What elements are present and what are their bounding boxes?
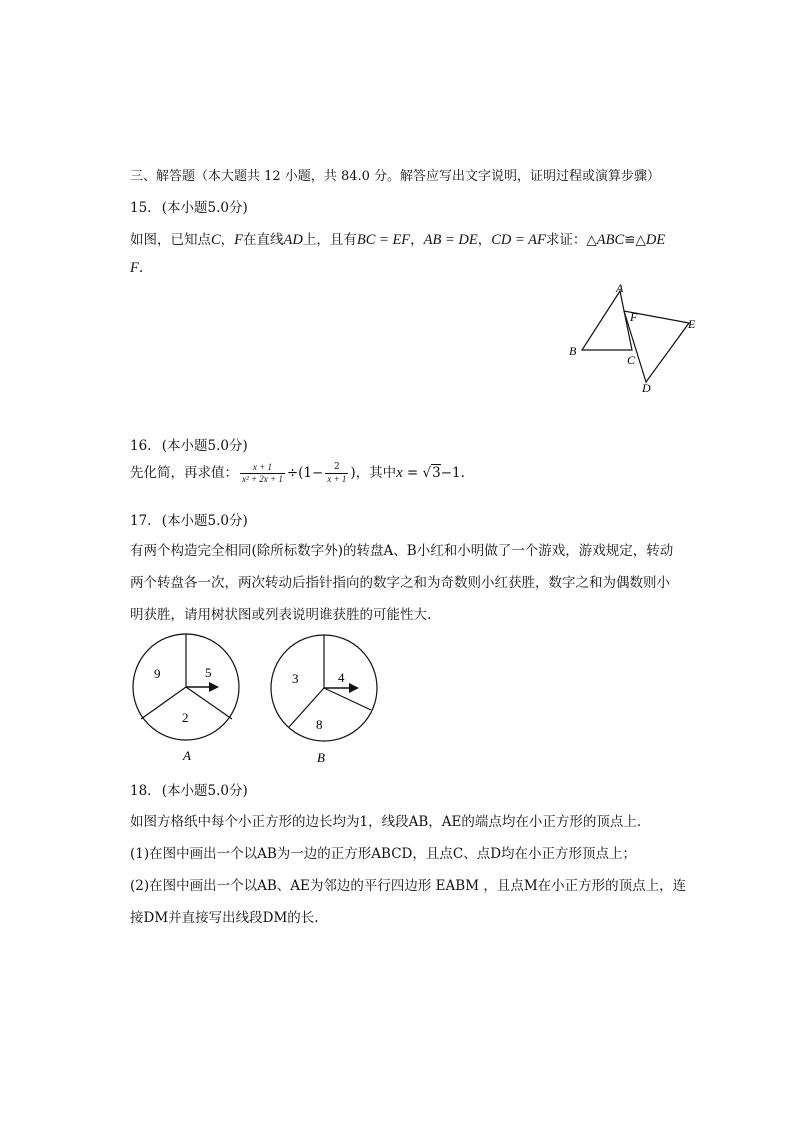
fraction-2: $\frac{2}{x + 1}$ [327,462,347,484]
svg-text:8: 8 [316,717,323,732]
spinner-b-label: B [317,750,325,765]
question-score: (本小题5.0分) [161,783,248,799]
question-17-line-2: 两个转盘各一次，两次转动后指针指向的数字之和为奇数则小红获胜，数字之和为偶数则小 [130,575,670,591]
svg-text:3: 3 [292,671,299,686]
svg-text:4: 4 [338,670,345,685]
question-number: 18. [130,783,152,799]
label-d: D [642,381,651,395]
question-18-line-3: (2)在图中画出一个以AB、AE为邻边的平行四边形 EABM ，且点M在小正方形的顶点上，连 [130,878,687,894]
question-score: (本小题5.0分) [161,438,248,454]
question-16-header [130,434,248,454]
question-number: 17. [130,513,152,529]
label-b: B [569,344,577,358]
svg-text:2: 2 [182,710,189,725]
question-18-line-2: (1)在图中画出一个以AB为一边的正方形ABCD，且点C、点D均在小正方形顶点上； [130,846,637,862]
section-heading: 三、解答题（本大题共 12 小题，共 84.0 分。解答应写出文字说明，证明过程或演算步骤） [130,169,661,184]
fraction-1: $\frac{x + 1}{\text{x² + 2x + 1}}$ [242,462,283,484]
question-16-text: 先化简，再求值： $\frac{x + 1}{\text{x² + 2x + 1}}$ ÷(1− $\frac{2}{x + 1}$ )，其中x = √3−1. [130,462,465,484]
question-15-text-cont: F. [130,260,144,276]
label-a: A [616,281,624,295]
question-18-header [130,779,248,799]
question-18-line-1: 如图方格纸中每个小正方形的边长均为1，线段AB，AE的端点均在小正方形的顶点上. [130,814,642,830]
question-18-line-4: 接DM并直接写出线段DM的长. [130,910,319,926]
label-e: E [688,317,696,331]
question-number: 15. [130,200,152,216]
question-17-line-3: 明获胜，请用树状图或列表说明谁获胜的可能性大. [130,607,432,623]
svg-text:9: 9 [154,666,161,681]
question-17-line-1: 有两个构造完全相同(除所标数字外)的转盘A、B小红和小明做了一个游戏，游戏规定，转动 [130,543,674,559]
triangle-figure [560,280,710,400]
triangle-abc [582,291,632,350]
question-15-header [130,196,248,216]
label-f: F [630,310,638,324]
question-17-header [130,509,248,529]
question-score: (本小题5.0分) [161,513,248,529]
question-score: (本小题5.0分) [161,200,248,216]
spinner-a [128,630,248,770]
label-c: C [627,353,636,367]
spinner-a-label: A [183,748,191,763]
spinner-b [266,630,386,770]
question-15-text: 如图，已知点C，F在直线AD上，且有BC = EF，AB = DE，CD = AF求证：△ABC≌△DE [130,232,666,248]
svg-text:5: 5 [205,665,212,680]
question-number: 16. [130,438,152,454]
